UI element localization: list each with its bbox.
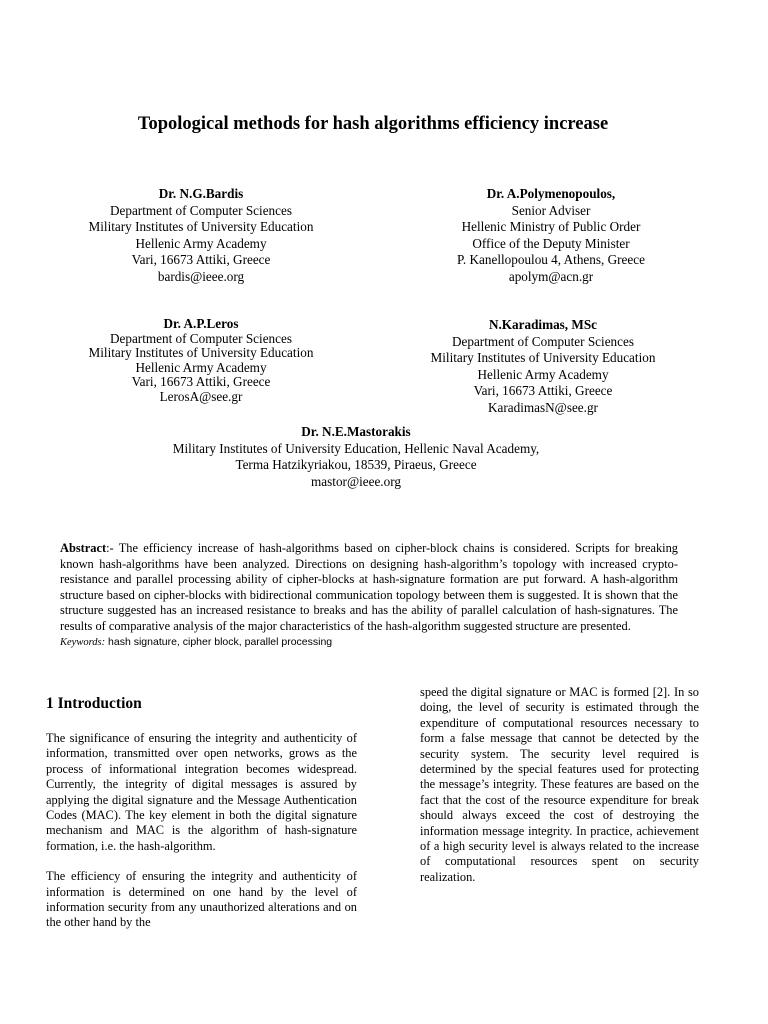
author-affiliation-line: Hellenic Army Academy — [135, 235, 267, 251]
body-paragraph-continued: speed the digital signature or MAC is formed [2]. In so doing, the level of security is estimated through the expenditure of computational resources necessary to form a false message that cannot be detected by the security system. The security level required is determined by the special features used for protecting the message’s integrity. These features are based on the fact that the cost of the resource expenditure for break should always exceed the cost of destroying the information message integrity. In practice, achievement of a high security level is always related to the increase of computational resources spent on security realization. — [420, 685, 699, 884]
author-affiliation-line: Department of Computer Sciences — [451, 333, 634, 349]
author-address-line: Vari, 16673 Attiki, Greece — [131, 374, 271, 390]
author-name: Dr. A.P.Leros — [163, 316, 239, 331]
author-address-line: Vari, 16673 Attiki, Greece — [473, 383, 613, 398]
author-email: KaradimasN@see.gr — [488, 399, 598, 415]
body-paragraph: The efficiency of ensuring the integrity and authenticity of information is determined on one hand by the level of information security from any unauthorized alterations and on the other hand by the — [46, 869, 357, 930]
author-name: Dr. A.Polymenopoulos, — [486, 186, 616, 201]
author-affiliation-line: Military Institutes of University Education — [430, 350, 656, 365]
abstract-label: Abstract — [60, 541, 107, 555]
author-email: apolym@acn.gr — [508, 268, 594, 284]
paper-title: Topological methods for hash algorithms efficiency increase — [137, 114, 609, 134]
author-block-polymenopoulos — [398, 186, 704, 285]
author-block-bardis — [48, 186, 354, 285]
author-affiliation-line: Senior Adviser — [511, 202, 591, 218]
abstract-text: :- The efficiency increase of hash-algorithms based on cipher-block chains is considered. Scripts for breaking known hash-algorithms have been analyzed. Directions on designing hash-algorithm’s topology with increased crypto-resistance and parallel processing ability of cipher-blocks at hash-signature formation are put forward. A hash-algorithm structure based on cipher-blocks with bidirectional communication topology between them is suggested. It is shown that the structure suggested has an increased resistance to breaks and has the ability of parallel calculation of hash-signatures. The results of comparative analysis of the major characteristics of the hash-algorithm suggested structure are presented. — [60, 541, 678, 633]
author-block-leros — [48, 317, 354, 405]
section-heading-introduction: 1 Introduction — [46, 695, 142, 712]
keywords-line — [60, 635, 678, 650]
author-affiliation-line: Hellenic Ministry of Public Order — [461, 219, 641, 234]
author-email: LerosA@see.gr — [159, 388, 243, 404]
author-name: Dr. N.E.Mastorakis — [301, 424, 411, 439]
left-column — [46, 694, 357, 931]
author-affiliation-line: Office of the Deputy Minister — [472, 235, 630, 251]
author-block-karadimas — [390, 317, 696, 416]
author-affiliation-line: Hellenic Army Academy — [477, 366, 609, 382]
author-name: Dr. N.G.Bardis — [158, 186, 244, 201]
author-affiliation-line: Military Institutes of University Education — [88, 345, 314, 361]
author-address-line: Terma Hatzikyriakou, 18539, Piraeus, Greece — [235, 457, 477, 472]
author-email: mastor@ieee.org — [311, 473, 401, 489]
keywords-label: Keywords: — [60, 636, 106, 648]
author-block-mastorakis — [100, 424, 612, 490]
author-affiliation-line: Military Institutes of University Education, Hellenic Naval Academy, — [172, 440, 540, 456]
body-paragraph: The significance of ensuring the integrity and authenticity of information, transmitted over open networks, grows as the process of informational integration becomes widespread. Currently, the integrity of digital messages is assured by applying the digital signature and the Message Authentication Codes (MAC). The key element in both the digital signature mechanism and MAC is the algorithm of hash-signature formation, i.e. the hash-algorithm. — [46, 731, 357, 853]
abstract-block — [60, 541, 678, 650]
keywords-text: hash signature, cipher block, parallel processing — [105, 635, 333, 648]
author-address-line: P. Kanellopoulou 4, Athens, Greece — [457, 252, 645, 267]
author-affiliation-line: Hellenic Army Academy — [135, 359, 267, 375]
author-address-line: Vari, 16673 Attiki, Greece — [131, 252, 271, 267]
author-affiliation-line: Military Institutes of University Education — [88, 219, 314, 234]
author-email: bardis@ieee.org — [157, 268, 245, 284]
author-name: N.Karadimas, MSc — [488, 317, 598, 332]
author-affiliation-line: Department of Computer Sciences — [109, 330, 292, 346]
author-affiliation-line: Department of Computer Sciences — [109, 202, 292, 218]
right-column — [420, 685, 699, 885]
